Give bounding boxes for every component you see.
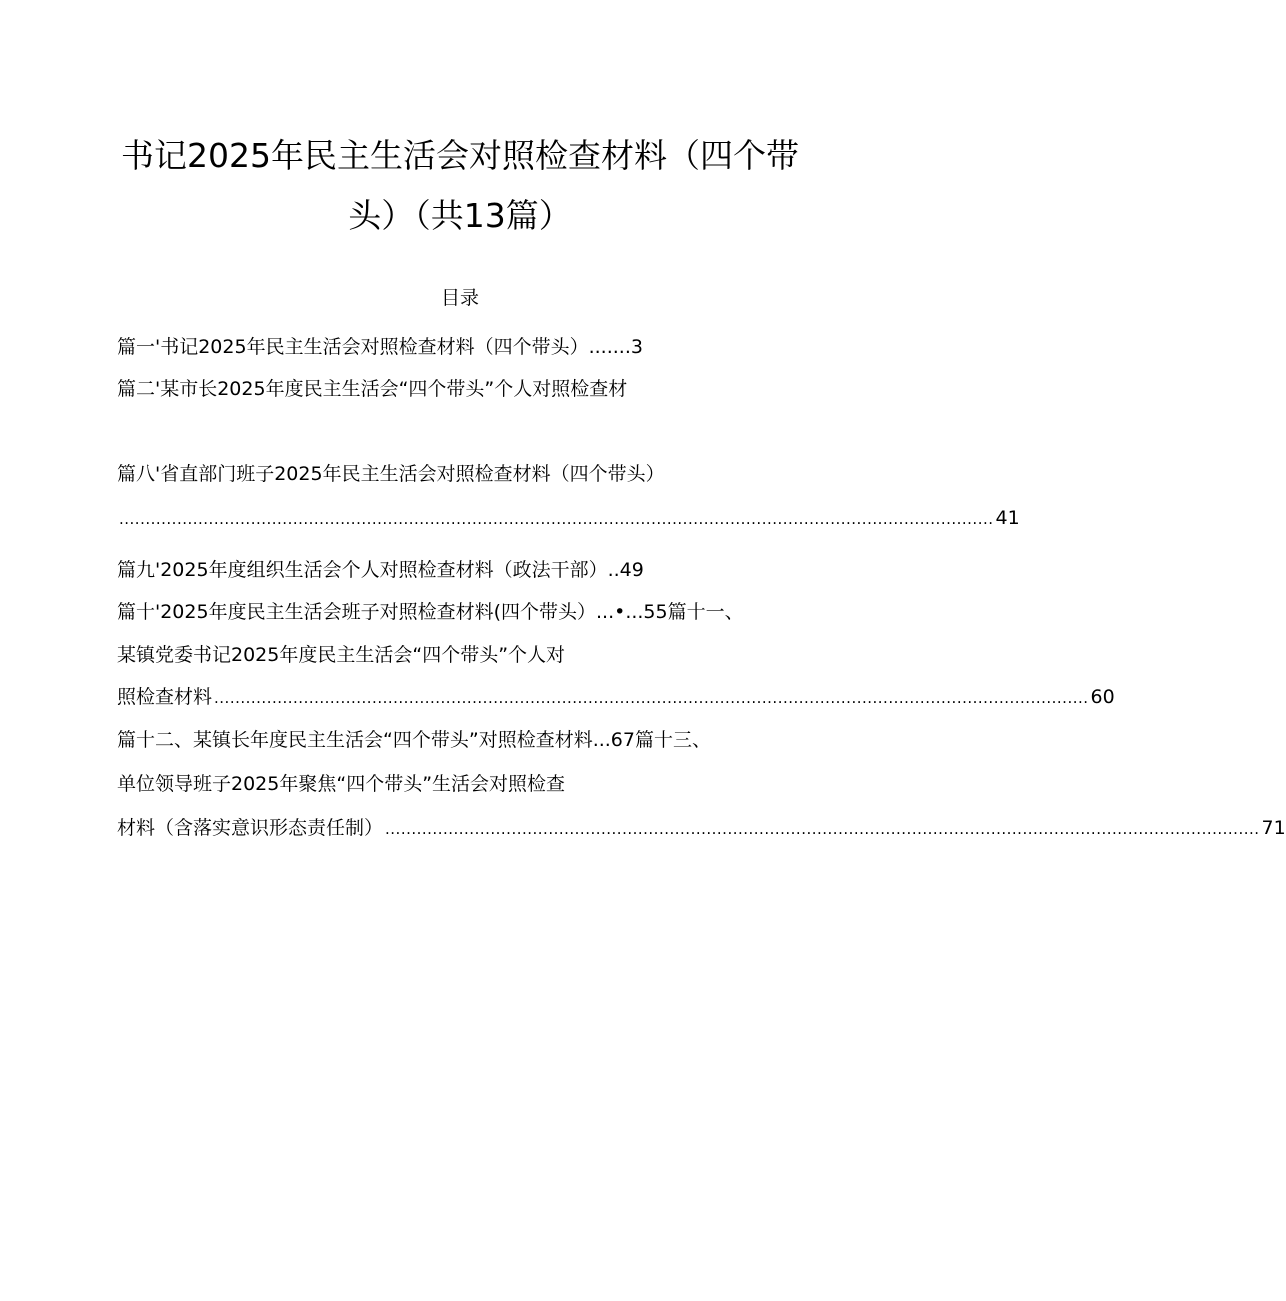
document-title-line-1: 书记2025年民主生活会对照检查材料（四个带	[121, 136, 799, 175]
toc-entry-9: 篇九'2025年度组织生活会个人对照检查材料（政法干部）..49	[117, 559, 644, 581]
dot-leader: ......................................................................................................................................................................	[214, 689, 1089, 707]
document-title-line-2: 头）（共13篇）	[348, 196, 572, 235]
toc-entry-1: 篇一'书记2025年民主生活会对照检查材料（四个带头）.......3	[117, 336, 643, 358]
toc-entry-13-page-line	[117, 815, 1286, 842]
toc-entry-13-label: 材料（含落实意识形态责任制）	[117, 817, 384, 839]
toc-entry-8-page-line	[117, 505, 1020, 532]
toc-entry-8-page: 41	[995, 507, 1020, 529]
toc-entry-13: 单位领导班子2025年聚焦“四个带头”生活会对照检查	[117, 773, 566, 795]
dot-leader: ......................................................................................................................................................................	[385, 820, 1260, 838]
toc-heading: 目录	[440, 287, 479, 309]
toc-entry-10: 篇十'2025年度民主生活会班子对照检查材料(四个带头）...•...55篇十一、	[117, 601, 744, 623]
toc-entry-11: 某镇党委书记2025年度民主生活会“四个带头”个人对	[117, 644, 566, 666]
toc-entry-11-page: 60	[1090, 686, 1115, 708]
toc-entry-13-page: 71	[1261, 817, 1286, 839]
toc-entry-2: 篇二'某市长2025年度民主生活会“四个带头”个人对照检查材	[117, 378, 628, 400]
toc-entry-8: 篇八'省直部门班子2025年民主生活会对照检查材料（四个带头）	[117, 463, 665, 485]
toc-entry-11-label: 照检查材料	[117, 686, 213, 708]
toc-entry-11-page-line	[117, 684, 1115, 711]
dot-leader: ......................................................................................................................................................................	[119, 510, 994, 528]
toc-entry-12: 篇十二、某镇长年度民主生活会“四个带头”对照检查材料...67篇十三、	[117, 729, 711, 751]
